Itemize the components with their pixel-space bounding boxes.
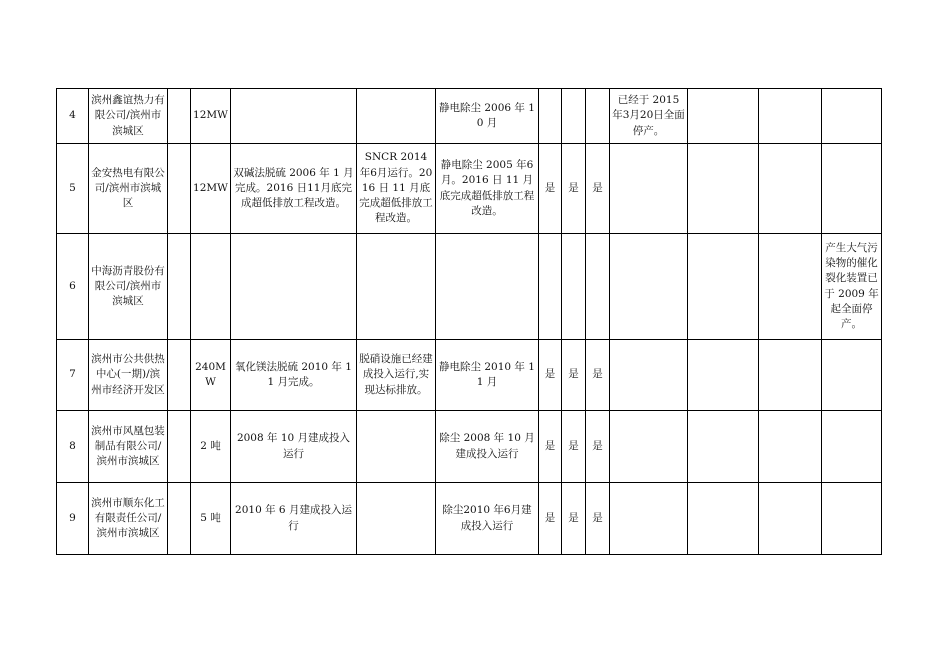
company-cell: 滨州市风凰包装制品有限公司/滨州市滨城区 — [89, 411, 168, 483]
desulfurization-cell: 双碱法脱硫 2006 年 1 月完成。2016 日11月底完成超低排放工程改造。 — [231, 144, 357, 234]
company-cell: 滨州鑫谊热力有限公司/滨州市滨城区 — [89, 89, 168, 144]
company-cell: 金安热电有限公司/滨州市滨城区 — [89, 144, 168, 234]
capacity-cell — [191, 234, 231, 340]
note-cell — [688, 340, 759, 411]
capacity-cell: 5 吨 — [191, 483, 231, 555]
note-cell — [759, 144, 822, 234]
blank-cell — [168, 234, 191, 340]
note-cell — [610, 483, 688, 555]
note-cell — [759, 234, 822, 340]
capacity-cell: 12MW — [191, 144, 231, 234]
check-cell: 是 — [562, 483, 586, 555]
blank-cell — [168, 411, 191, 483]
check-cell: 是 — [539, 144, 562, 234]
remark-cell — [822, 144, 882, 234]
check-cell — [539, 89, 562, 144]
dust-removal-cell: 静电除尘 2010 年 11 月 — [436, 340, 539, 411]
check-cell: 是 — [539, 340, 562, 411]
company-cell: 滨州市公共供热中心(一期)/滨州市经济开发区 — [89, 340, 168, 411]
check-cell: 是 — [586, 411, 610, 483]
row-number: 8 — [57, 411, 89, 483]
check-cell: 是 — [562, 411, 586, 483]
capacity-cell: 12MW — [191, 89, 231, 144]
note-cell: 已经于 2015 年3月20日全面停产。 — [610, 89, 688, 144]
note-cell — [759, 89, 822, 144]
denitrification-cell: SNCR 2014 年6月运行。2016 日 11 月底完成超低排放工程改造。 — [357, 144, 436, 234]
note-cell — [688, 483, 759, 555]
check-cell: 是 — [586, 340, 610, 411]
note-cell — [688, 89, 759, 144]
check-cell — [562, 234, 586, 340]
desulfurization-cell: 氧化镁法脱硫 2010 年 11 月完成。 — [231, 340, 357, 411]
remark-cell: 产生大气污染物的催化裂化装置已于 2009 年起全面停产。 — [822, 234, 882, 340]
denitrification-cell — [357, 411, 436, 483]
denitrification-cell — [357, 89, 436, 144]
note-cell — [688, 144, 759, 234]
table-row — [57, 340, 882, 411]
dust-removal-cell — [436, 234, 539, 340]
note-cell — [610, 234, 688, 340]
denitrification-cell: 脱硝设施已经建成投入运行,实现达标排放。 — [357, 340, 436, 411]
blank-cell — [168, 340, 191, 411]
remark-cell — [822, 340, 882, 411]
desulfurization-cell: 2008 年 10 月建成投入运行 — [231, 411, 357, 483]
note-cell — [759, 340, 822, 411]
check-cell — [562, 89, 586, 144]
blank-cell — [168, 483, 191, 555]
check-cell — [586, 234, 610, 340]
denitrification-cell — [357, 483, 436, 555]
remark-cell — [822, 483, 882, 555]
check-cell: 是 — [539, 483, 562, 555]
table-row — [57, 483, 882, 555]
check-cell: 是 — [586, 483, 610, 555]
row-number: 7 — [57, 340, 89, 411]
dust-removal-cell: 静电除尘 2005 年6 月。2016 日 11 月底完成超低排放工程改造。 — [436, 144, 539, 234]
capacity-cell: 2 吨 — [191, 411, 231, 483]
note-cell — [759, 483, 822, 555]
remark-cell — [822, 411, 882, 483]
note-cell — [610, 411, 688, 483]
check-cell — [539, 234, 562, 340]
desulfurization-cell — [231, 234, 357, 340]
table-row — [57, 411, 882, 483]
note-cell — [610, 340, 688, 411]
row-number: 6 — [57, 234, 89, 340]
check-cell: 是 — [586, 144, 610, 234]
table-row — [57, 144, 882, 234]
check-cell — [586, 89, 610, 144]
note-cell — [688, 411, 759, 483]
desulfurization-cell: 2010 年 6 月建成投入运行 — [231, 483, 357, 555]
row-number: 5 — [57, 144, 89, 234]
table-row — [57, 89, 882, 144]
emission-table — [56, 88, 882, 555]
blank-cell — [168, 89, 191, 144]
remark-cell — [822, 89, 882, 144]
dust-removal-cell: 静电除尘 2006 年 10 月 — [436, 89, 539, 144]
denitrification-cell — [357, 234, 436, 340]
note-cell — [688, 234, 759, 340]
check-cell: 是 — [562, 144, 586, 234]
check-cell: 是 — [539, 411, 562, 483]
dust-removal-cell: 除尘2010 年6月建成投入运行 — [436, 483, 539, 555]
table-row — [57, 234, 882, 340]
check-cell: 是 — [562, 340, 586, 411]
note-cell — [759, 411, 822, 483]
blank-cell — [168, 144, 191, 234]
row-number: 4 — [57, 89, 89, 144]
table-body — [57, 89, 882, 555]
row-number: 9 — [57, 483, 89, 555]
company-cell: 滨州市顺东化工有限责任公司/滨州市滨城区 — [89, 483, 168, 555]
dust-removal-cell: 除尘 2008 年 10 月建成投入运行 — [436, 411, 539, 483]
capacity-cell: 240MW — [191, 340, 231, 411]
company-cell: 中海沥青股份有限公司/滨州市滨城区 — [89, 234, 168, 340]
desulfurization-cell — [231, 89, 357, 144]
note-cell — [610, 144, 688, 234]
